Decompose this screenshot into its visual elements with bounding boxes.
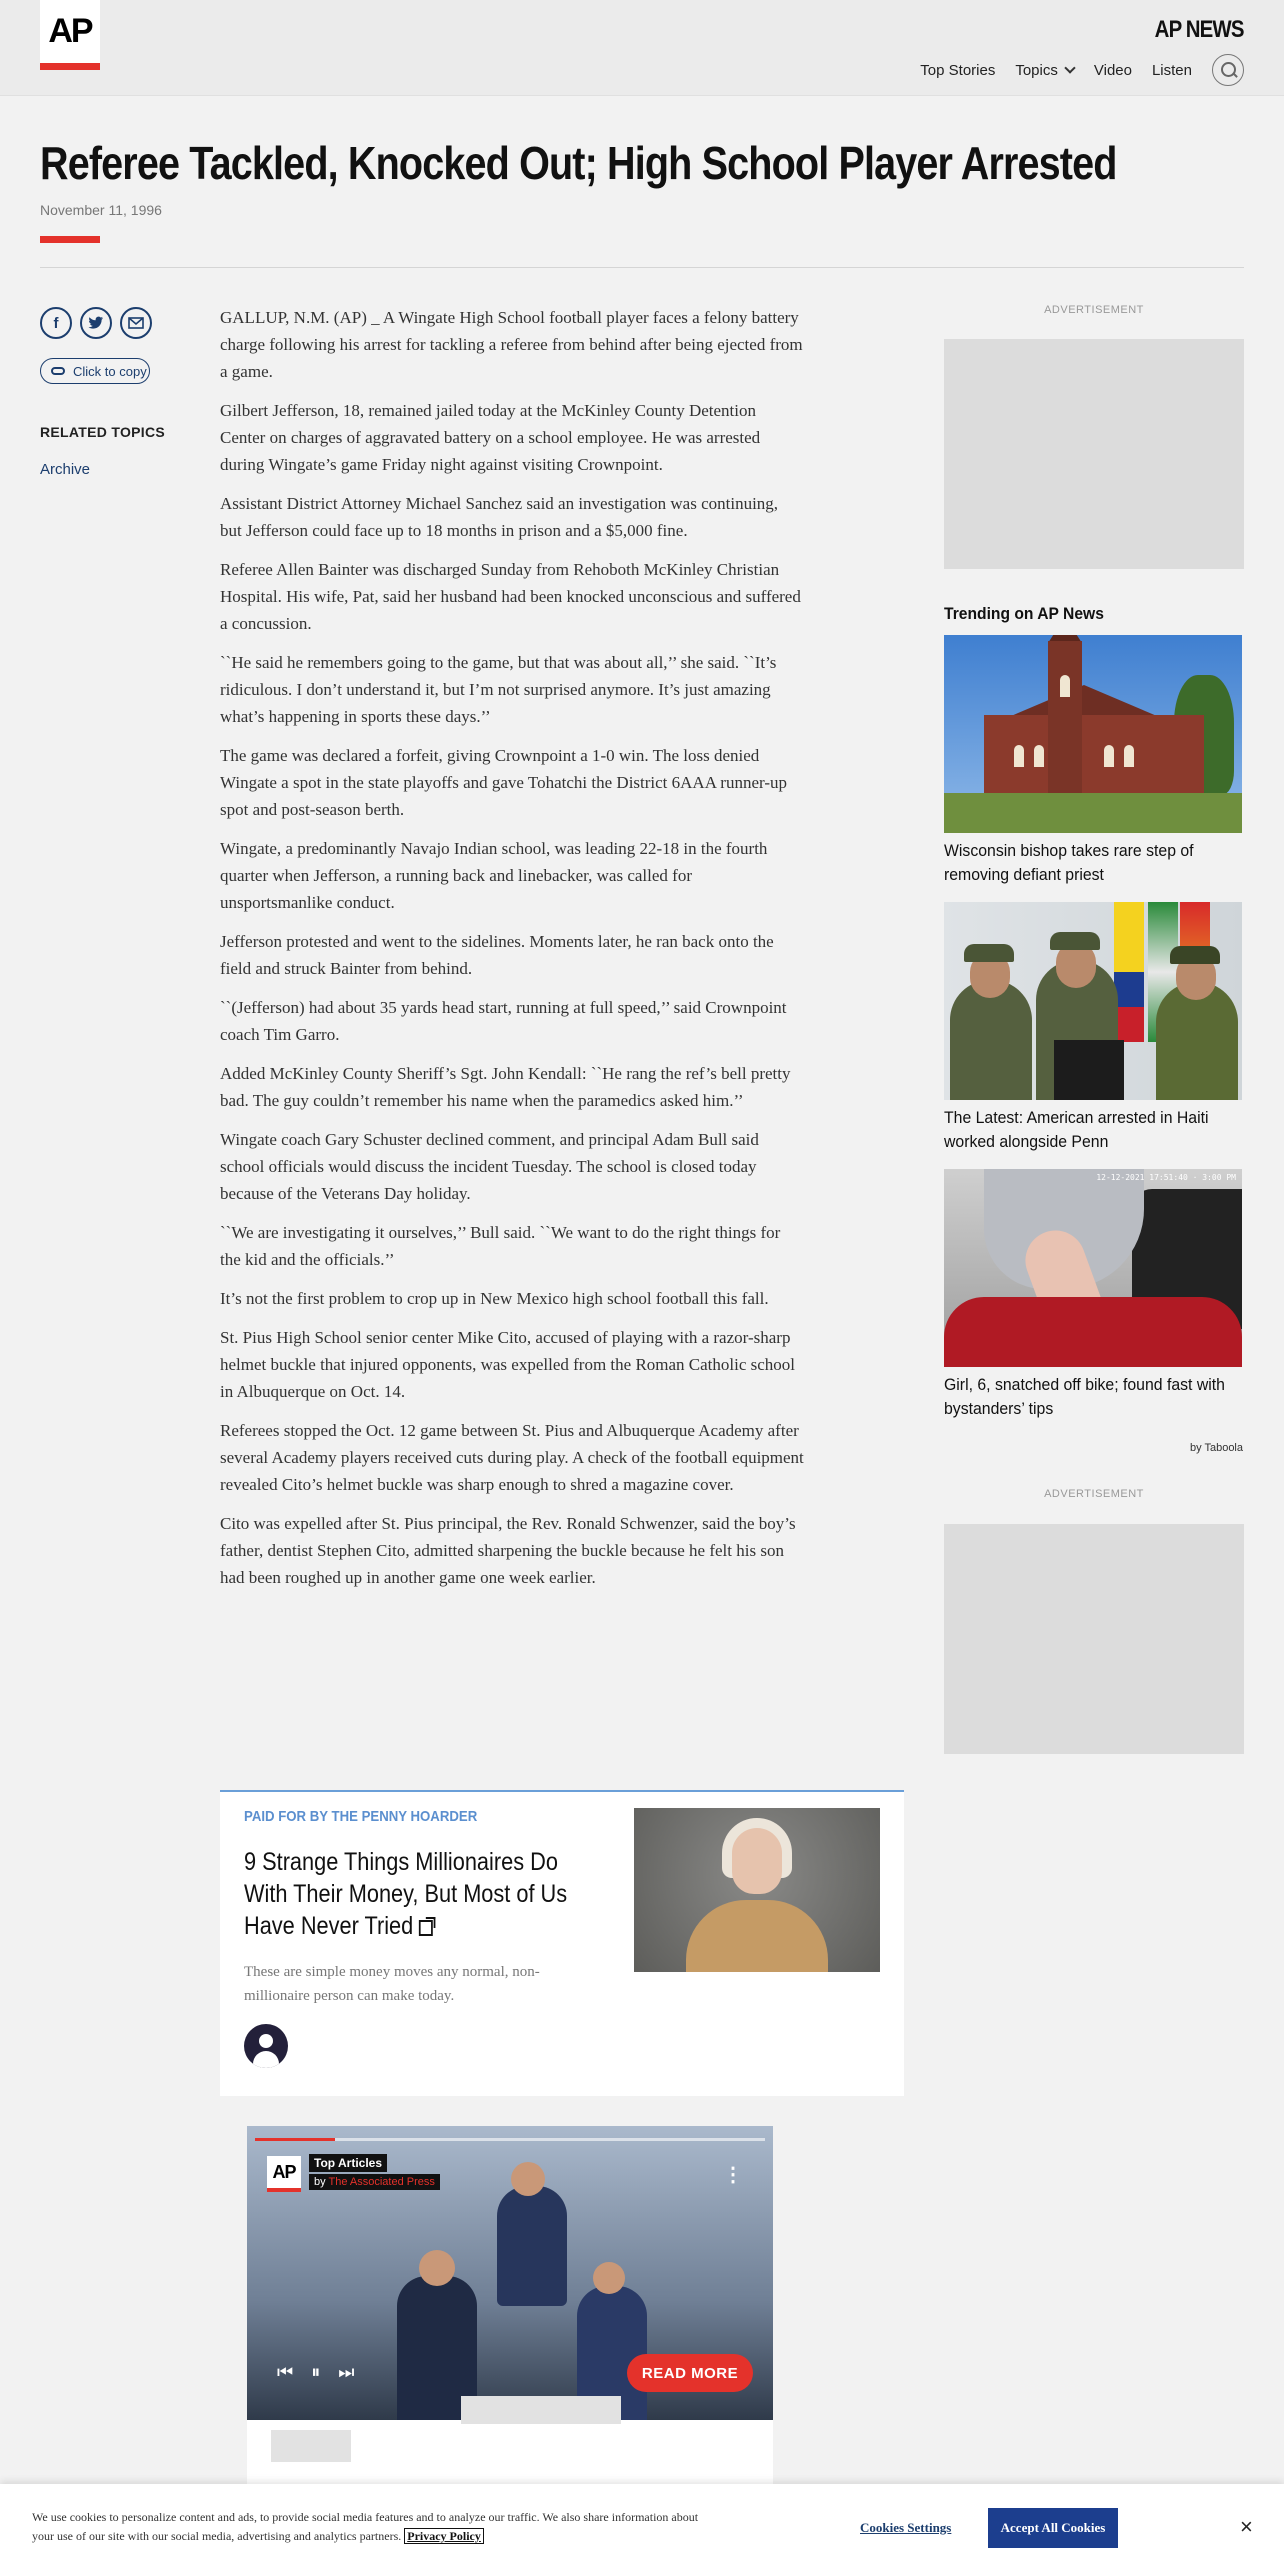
- privacy-policy-link[interactable]: Privacy Policy: [404, 2528, 484, 2544]
- nav-topics-label: Topics: [1015, 61, 1058, 79]
- article-date: November 11, 1996: [40, 202, 162, 218]
- page-title: Referee Tackled, Knocked Out; High School Player Arrested: [40, 137, 1117, 189]
- video-logo-text: AP: [272, 2162, 296, 2182]
- email-icon[interactable]: [120, 307, 152, 339]
- related-topic-archive[interactable]: Archive: [40, 461, 91, 478]
- video-ap-logo: [267, 2156, 301, 2192]
- trending-item[interactable]: [944, 635, 1242, 887]
- trending-title: Trending on AP News: [944, 604, 1104, 623]
- article-body: [220, 304, 804, 1603]
- cookie-banner: [0, 2484, 1284, 2568]
- video-tag-source: [309, 2174, 440, 2190]
- related-topics-title: RELATED TOPICS: [40, 424, 166, 440]
- article-paragraph: Wingate coach Gary Schuster declined comment, and principal Adam Bull said school officials would discuss the incident Tuesday. The school is closed today because of the Veterans Day holiday.: [220, 1130, 759, 1203]
- article-paragraph: St. Pius High School senior center Mike Cito, accused of playing with a razor-sharp helmet buckle that injured opponents, was expelled from the Roman Catholic school in Albuquerque on Oct. 14.: [220, 1328, 796, 1401]
- cookie-message: We use cookies to personalize content and ads, to provide social media features and to analyze our traffic. We also share information about your use of our site with our social media, advertising and analytics partners.: [32, 2510, 699, 2543]
- sponsored-card[interactable]: [220, 1790, 904, 2096]
- next-icon[interactable]: ⏭: [338, 2362, 355, 2382]
- trending-caption[interactable]: The Latest: American arrested in Haiti worked alongside Penn: [944, 1108, 1209, 1151]
- article-paragraph: ``(Jefferson) had about 35 yards head start, running at full speed,’’ said Crownpoint coach Tim Garro.: [220, 998, 787, 1044]
- ad-slot[interactable]: [944, 339, 1244, 569]
- pause-icon[interactable]: ⏸: [311, 2362, 321, 2382]
- article-paragraph: ``We are investigating it ourselves,’’ Bull said. ``We want to do the right things for the kid and the officials.’’: [220, 1223, 781, 1269]
- ad-label: ADVERTISEMENT: [1044, 304, 1144, 316]
- trending-image-church[interactable]: [944, 635, 1242, 833]
- ad-label: ADVERTISEMENT: [1044, 1488, 1144, 1500]
- nav-video[interactable]: Video: [1093, 61, 1132, 79]
- header-divider: [40, 267, 1244, 268]
- sponsored-label[interactable]: PAID FOR BY THE PENNY HOARDER: [244, 1808, 478, 1825]
- chevron-down-icon: [1064, 62, 1075, 73]
- ap-logo[interactable]: [40, 0, 100, 70]
- video-player[interactable]: [247, 2126, 773, 2420]
- video-progress-bar[interactable]: [255, 2138, 765, 2141]
- article-paragraph: Referee Allen Bainter was discharged Sunday from Rehoboth McKinley Christian Hospital. His wife, Pat, said her husband had been knocked unconscious and suffered a concussion.: [220, 560, 801, 633]
- video-controls: [277, 2362, 372, 2383]
- article-paragraph: GALLUP, N.M. (AP) _ A Wingate High School football player faces a felony battery charge following his arrest for tackling a referee from behind after being ejected from a game.: [220, 308, 803, 381]
- sponsored-title[interactable]: [244, 1846, 592, 1942]
- sponsored-title-text: 9 Strange Things Millionaires Do With Their Money, But Most of Us Have Never Tried: [244, 1848, 568, 1940]
- article-paragraph: The game was declared a forfeit, giving Crownpoint a 1-0 win. The loss denied Wingate a spot in the state playoffs and gave Tohatchi the District 6AAA runner-up spot and post-season berth.: [220, 746, 787, 819]
- video-widget: [247, 2126, 773, 2486]
- video-tag-source-name: The Associated Press: [328, 2176, 435, 2188]
- nav-listen[interactable]: Listen: [1151, 61, 1192, 79]
- taboola-label[interactable]: by Taboola: [1189, 1442, 1243, 1454]
- article-paragraph: Referees stopped the Oct. 12 game between St. Pius and Albuquerque Academy after several Academy players received cuts during play. A check of the football equipment revealed Cito’s helmet buckle was sharp enough to shred a magazine cover.: [220, 1421, 804, 1494]
- video-tag-title: Top Articles: [309, 2154, 387, 2172]
- title-accent-bar: [40, 236, 100, 243]
- trending-item[interactable]: [944, 902, 1242, 1154]
- link-icon: [51, 367, 65, 375]
- article-paragraph: Jefferson protested and went to the sidelines. Moments later, he ran back onto the field and struck Bainter from behind.: [220, 932, 774, 978]
- cookie-text: [32, 2508, 712, 2546]
- video-placeholder-bar: [271, 2430, 351, 2462]
- site-header: [0, 0, 1284, 96]
- close-icon[interactable]: ×: [1240, 2514, 1253, 2539]
- trending-caption[interactable]: Girl, 6, snatched off bike; found fast with bystanders’ tips: [944, 1375, 1225, 1418]
- ad-slot[interactable]: [944, 1524, 1244, 1754]
- accept-cookies-button[interactable]: Accept All Cookies: [988, 2508, 1118, 2548]
- nav-top-stories[interactable]: Top Stories: [920, 61, 996, 79]
- copy-link-label: Click to copy: [73, 363, 147, 379]
- video-placeholder-bar: [461, 2396, 621, 2424]
- brand-name[interactable]: AP NEWS: [1155, 16, 1244, 43]
- read-more-button[interactable]: READ MORE: [627, 2354, 753, 2392]
- more-options-icon[interactable]: ⋮: [723, 2164, 743, 2186]
- article-paragraph: Wingate, a predominantly Navajo Indian school, was leading 22-18 in the fourth quarter when Jefferson, a running back and linebacker, was called for unsportsmanlike conduct.: [220, 839, 768, 912]
- copy-link-button[interactable]: [40, 358, 150, 384]
- twitter-icon[interactable]: [80, 307, 112, 339]
- trending-item[interactable]: [944, 1169, 1242, 1421]
- article-paragraph: Cito was expelled after St. Pius principal, the Rev. Ronald Schwenzer, said the boy’s father, dentist Stephen Cito, admitted sharpening the buckle because he felt his son had been roughed up in another game one week earlier.: [220, 1514, 796, 1587]
- sponsored-description: These are simple money moves any normal, non-millionaire person can make today.: [244, 1964, 540, 2004]
- trending-image-bike[interactable]: 12-12-2021 17:51:40 · 3:00 PM: [944, 1169, 1242, 1367]
- article-paragraph: ``He said he remembers going to the game, but that was about all,’’ she said. ``It’s ridiculous. I don’t understand it, but I’m not surprised anymore. It’s just amazing what’s happening in sports these days.’’: [220, 653, 777, 726]
- video-tag-by: by: [314, 2176, 326, 2188]
- facebook-icon[interactable]: f: [40, 307, 72, 339]
- share-buttons: [40, 307, 160, 339]
- logo-red-bar: [40, 63, 100, 70]
- avatar: [244, 2024, 288, 2068]
- trending-caption[interactable]: Wisconsin bishop takes rare step of removing defiant priest: [944, 841, 1194, 884]
- article-paragraph: Assistant District Attorney Michael Sanchez said an investigation was continuing, but Jefferson could face up to 18 months in prison and a $5,000 fine.: [220, 494, 779, 540]
- article-paragraph: Gilbert Jefferson, 18, remained jailed today at the McKinley County Detention Center on charges of aggravated battery on a school employee. He was arrested during Wingate’s game Friday night against visiting Crownpoint.: [220, 401, 761, 474]
- trending-image-soldiers[interactable]: [944, 902, 1242, 1100]
- article-paragraph: It’s not the first problem to crop up in New Mexico high school football this fall.: [220, 1289, 769, 1308]
- previous-icon[interactable]: ⏮: [277, 2362, 294, 2382]
- article-paragraph: Added McKinley County Sheriff’s Sgt. John Kendall: ``He rang the ref’s bell pretty bad. The guy couldn’t remember his name when the paramedics asked him.’’: [220, 1064, 791, 1110]
- cookie-settings-button[interactable]: Cookies Settings: [860, 2520, 952, 2535]
- ap-logo-text: AP: [48, 12, 92, 50]
- sponsored-image[interactable]: [634, 1808, 880, 1972]
- main-nav: [900, 54, 1244, 86]
- external-link-icon: [418, 1920, 432, 1936]
- search-icon[interactable]: [1212, 54, 1244, 86]
- nav-topics[interactable]: [1015, 62, 1074, 79]
